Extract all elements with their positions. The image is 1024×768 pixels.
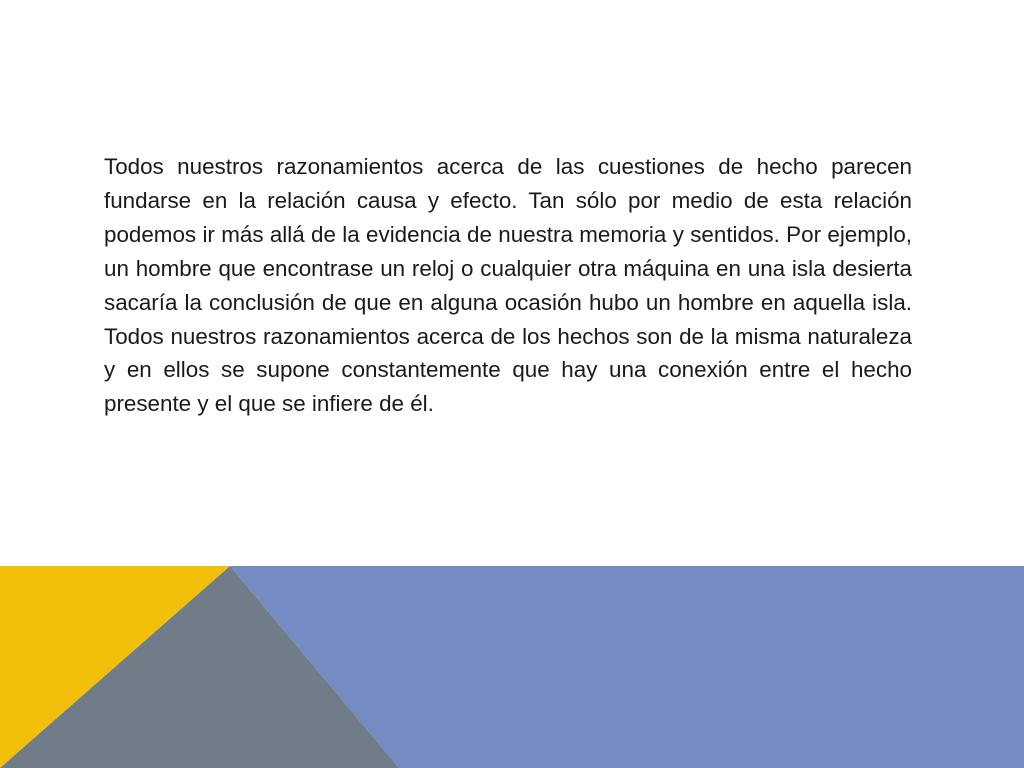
body-text: Todos nuestros razonamientos acerca de las cuestiones de hecho parecen fundarse en la relación causa y efecto. Tan sólo por medio de esta relación podemos ir más allá de la evidencia de nuestra memoria y sentidos. Por ejemplo, un hombre que encontrase un reloj o cualquier otra máquina en una isla desierta sacaría la conclusión de que en alguna ocasión hubo un hombre en aquella isla. Todos nuestros razonamientos acerca de los hechos son de la misma naturaleza y en ellos se supone constantemente que hay una conexión entre el hecho presente y el que se infiere de él. [104,154,912,417]
bottom-decoration [0,566,1024,768]
